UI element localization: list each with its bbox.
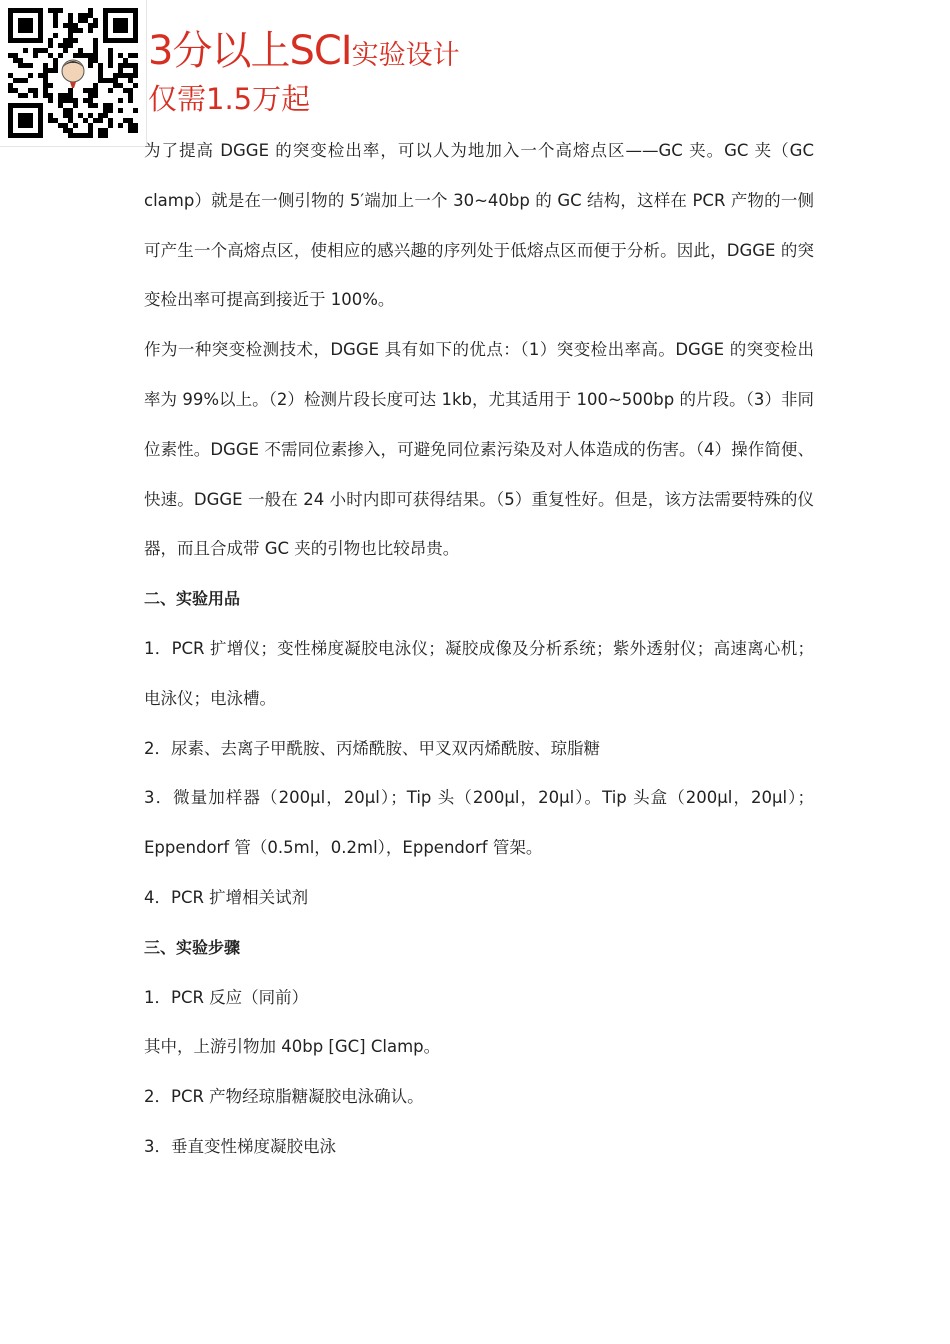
banner-line-1 [148, 26, 460, 81]
paragraph: 作为一种突变检测技术，DGGE 具有如下的优点：（1）突变检出率高。DGGE 的突变检出率为 99%以上。（2）检测片段长度可达 1kb，尤其适用于 100~500bp 的片段。（3）非同位素性。DGGE 不需同位素掺入，可避免同位素污染及对人体造成的伤害。（4）操作简便、快速。DGGE 一般在 24 小时内即可获得结果。（5）重复性好。但是，该方法需要特殊的仪器，而且合成带 GC 夹的引物也比较昂贵。 [144, 340, 814, 559]
section-heading: 三、实验步骤 [144, 937, 241, 957]
list-item: 其中，上游引物加 40bp [GC] Clamp。 [144, 1037, 441, 1057]
list-item: 1．PCR 反应（同前） [144, 987, 309, 1007]
section-heading: 二、实验用品 [144, 589, 241, 609]
list-item: 2．PCR 产物经琼脂糖凝胶电泳确认。 [144, 1087, 424, 1107]
list-item: 4．PCR 扩增相关试剂 [144, 887, 309, 907]
list-item: 2．尿素、去离子甲酰胺、丙烯酰胺、甲叉双丙烯酰胺、琼脂糖 [144, 738, 600, 758]
banner-line-1-small: 实验设计 [351, 40, 460, 71]
paragraph: 为了提高 DGGE 的突变检出率，可以人为地加入一个高熔点区——GC 夹。GC 夹（GC clamp）就是在一侧引物的 5′端加上一个 30~40bp 的 GC 结构，这样在 PCR 产物的一侧可产生一个高熔点区，使相应的感兴趣的序列处于低熔点区而便于分析。因此，DGGE 的突变检出率可提高到接近于 100%。 [144, 141, 814, 310]
banner-line-2: 仅需1.5万起 [148, 82, 311, 116]
qr-code-icon [8, 8, 138, 138]
qr-code [0, 0, 147, 147]
banner-line-1-big: 3分以上SCI [148, 28, 352, 74]
document-body [144, 126, 814, 1172]
list-item: 3．微量加样器（200μl，20μl）；Tip 头（200μl，20μl）。Tip 头盒（200μl，20μl）；Eppendorf 管（0.5ml，0.2ml），Eppendorf 管架。 [144, 788, 814, 858]
list-item: 3．垂直变性梯度凝胶电泳 [144, 1136, 336, 1156]
promo-banner [148, 26, 460, 119]
list-item: 1．PCR 扩增仪；变性梯度凝胶电泳仪；凝胶成像及分析系统；紫外透射仪；高速离心机；电泳仪；电泳槽。 [144, 638, 814, 708]
